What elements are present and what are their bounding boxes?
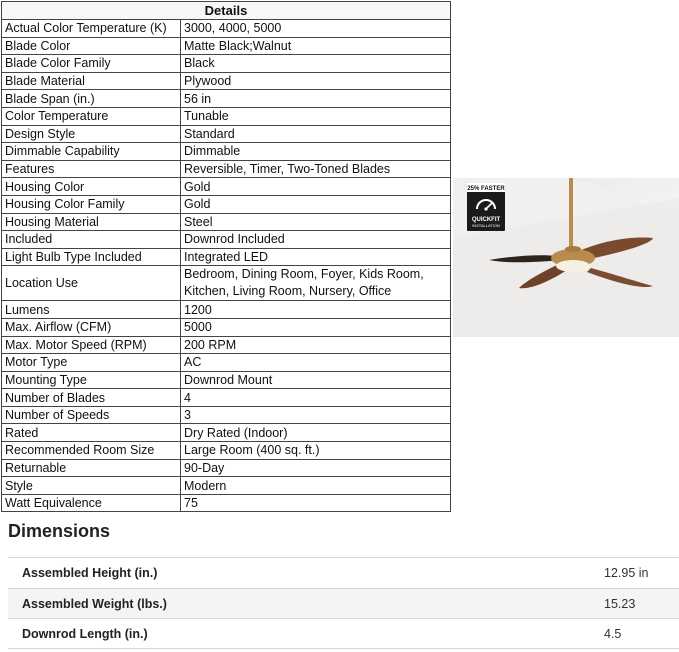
details-value: Dry Rated (Indoor) (181, 424, 451, 442)
dimension-value: 12.95 in (604, 566, 649, 580)
details-value: Standard (181, 125, 451, 143)
details-row (2, 90, 451, 108)
details-value: AC (181, 354, 451, 372)
badge-line3: INSTALLATION (472, 223, 500, 228)
badge-line1: 25% FASTER (467, 186, 505, 192)
badge-line2: QUICKFIT (471, 217, 501, 223)
details-row (2, 248, 451, 266)
details-value: 90-Day (181, 459, 451, 477)
details-row (2, 107, 451, 125)
details-value: Matte Black;Walnut (181, 37, 451, 55)
details-label: Rated (2, 424, 181, 442)
details-label: Recommended Room Size (2, 442, 181, 460)
details-label: Light Bulb Type Included (2, 248, 181, 266)
details-label: Mounting Type (2, 371, 181, 389)
details-label: Blade Color (2, 37, 181, 55)
details-row (2, 213, 451, 231)
details-value: Bedroom, Dining Room, Foyer, Kids Room, Kitchen, Living Room, Nursery, Office (181, 266, 451, 301)
details-label: Max. Motor Speed (RPM) (2, 336, 181, 354)
details-value: Plywood (181, 72, 451, 90)
dimension-label: Assembled Height (in.) (22, 566, 158, 580)
details-value: Dimmable (181, 143, 451, 161)
dimensions-divider (8, 648, 679, 649)
details-row (2, 160, 451, 178)
details-label: Housing Material (2, 213, 181, 231)
details-body (2, 20, 451, 512)
details-row (2, 371, 451, 389)
details-label: Actual Color Temperature (K) (2, 20, 181, 38)
details-value: Gold (181, 195, 451, 213)
details-label: Motor Type (2, 354, 181, 372)
details-value: Downrod Mount (181, 371, 451, 389)
dimension-row (8, 618, 679, 649)
details-value: 200 RPM (181, 336, 451, 354)
details-value: Tunable (181, 107, 451, 125)
details-value: Gold (181, 178, 451, 196)
details-label: Design Style (2, 125, 181, 143)
details-row (2, 178, 451, 196)
quickfit-badge (467, 183, 505, 231)
details-value: 4 (181, 389, 451, 407)
dimension-label: Downrod Length (in.) (22, 627, 148, 641)
details-value: Modern (181, 477, 451, 495)
light-kit (556, 260, 590, 272)
details-row (2, 336, 451, 354)
dimensions-title: Dimensions (8, 521, 111, 541)
details-row (2, 442, 451, 460)
details-row (2, 20, 451, 38)
details-row (2, 389, 451, 407)
details-label: Blade Color Family (2, 55, 181, 73)
product-image (453, 178, 679, 337)
details-row (2, 195, 451, 213)
details-label: Blade Material (2, 72, 181, 90)
details-label: Included (2, 231, 181, 249)
downrod (569, 178, 573, 248)
details-label: Location Use (2, 266, 181, 301)
dimension-row (8, 588, 679, 619)
details-label: Housing Color Family (2, 195, 181, 213)
details-row (2, 477, 451, 495)
details-value: Steel (181, 213, 451, 231)
details-value: 5000 (181, 318, 451, 336)
details-value: 75 (181, 494, 451, 512)
details-value: Integrated LED (181, 248, 451, 266)
details-value: Downrod Included (181, 231, 451, 249)
details-label: Returnable (2, 459, 181, 477)
quickfit-icon (467, 183, 505, 231)
details-row (2, 406, 451, 424)
dimension-label: Assembled Weight (lbs.) (22, 597, 167, 611)
details-value: Reversible, Timer, Two-Toned Blades (181, 160, 451, 178)
details-row (2, 72, 451, 90)
details-row (2, 55, 451, 73)
details-label: Number of Speeds (2, 406, 181, 424)
details-row (2, 301, 451, 319)
details-label: Number of Blades (2, 389, 181, 407)
details-label: Watt Equivalence (2, 494, 181, 512)
details-label: Lumens (2, 301, 181, 319)
details-label: Housing Color (2, 178, 181, 196)
details-row (2, 125, 451, 143)
details-table (1, 1, 451, 512)
details-row (2, 266, 451, 301)
details-row (2, 143, 451, 161)
details-row (2, 424, 451, 442)
details-row (2, 231, 451, 249)
details-value: 56 in (181, 90, 451, 108)
details-row (2, 318, 451, 336)
details-row (2, 459, 451, 477)
details-label: Features (2, 160, 181, 178)
details-value: Large Room (400 sq. ft.) (181, 442, 451, 460)
details-value: 3000, 4000, 5000 (181, 20, 451, 38)
details-label: Blade Span (in.) (2, 90, 181, 108)
details-label: Style (2, 477, 181, 495)
dimension-value: 4.5 (604, 627, 622, 641)
details-label: Color Temperature (2, 107, 181, 125)
dimension-row (8, 557, 679, 588)
dimension-value: 15.23 (604, 597, 636, 611)
details-value: 3 (181, 406, 451, 424)
details-row (2, 494, 451, 512)
details-row (2, 354, 451, 372)
details-header: Details (2, 2, 451, 20)
details-label: Max. Airflow (CFM) (2, 318, 181, 336)
details-value: 1200 (181, 301, 451, 319)
details-row (2, 37, 451, 55)
details-value: Black (181, 55, 451, 73)
details-label: Dimmable Capability (2, 143, 181, 161)
